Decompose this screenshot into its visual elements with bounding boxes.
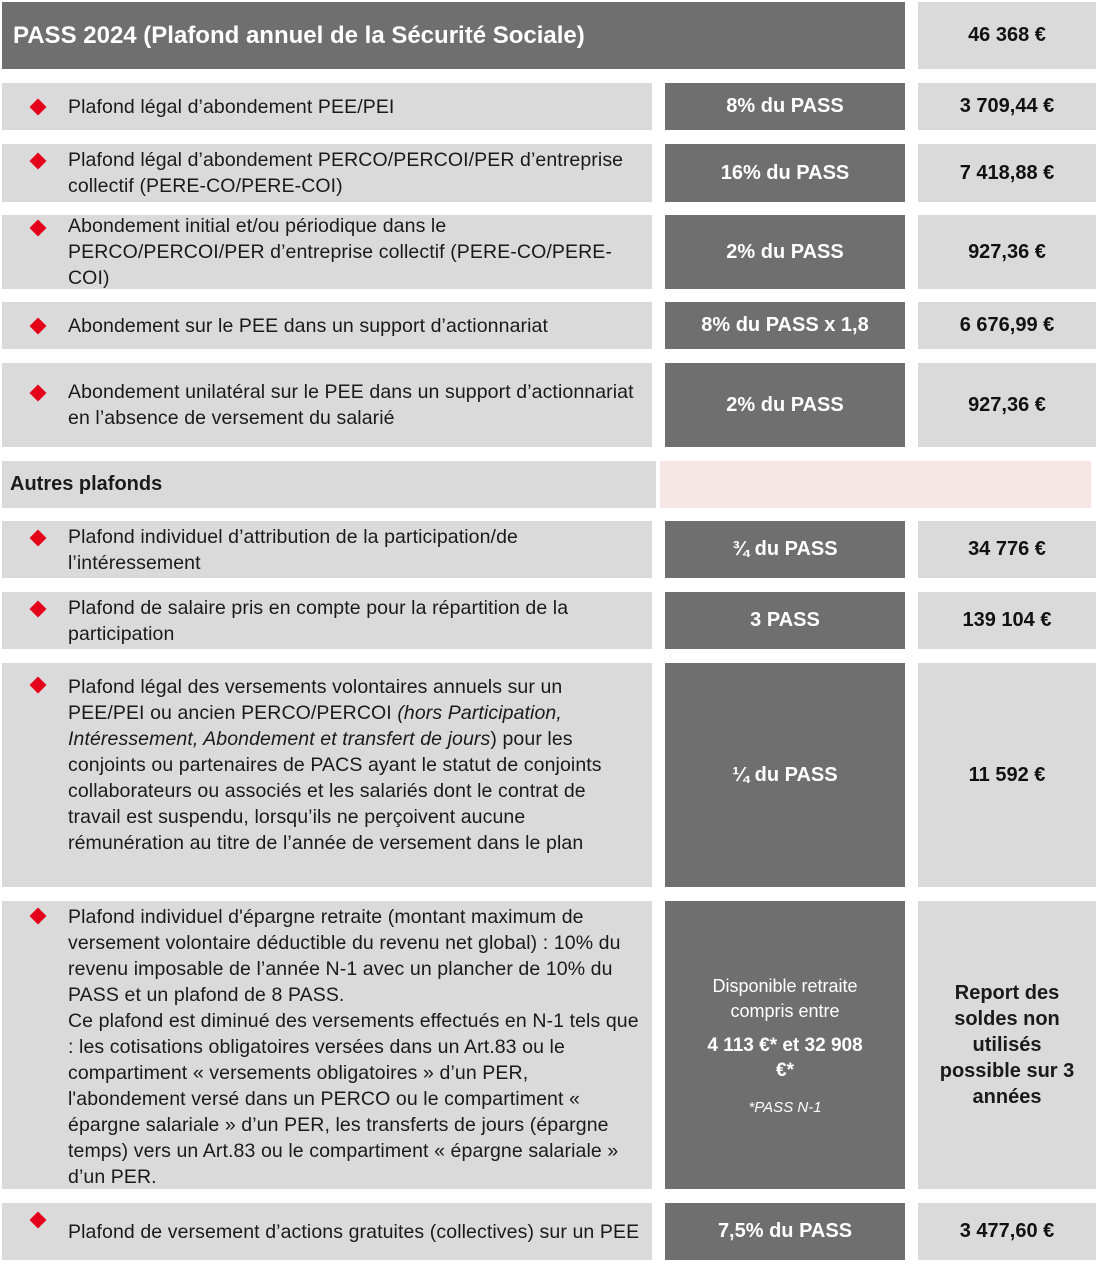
label-text-end: ) pour les conjoints ou partenaires de PACS ayant le statut de conjoints collaborateurs ou associés et les salariés dont le contrat de travail est suspendu, lorsqu’ils ne perçoivent aucune rémunération au titre de l’année de versement dans le plan (68, 728, 602, 854)
row-label (2, 83, 652, 130)
diamond-bullet-icon (30, 908, 47, 925)
pass-value: 46 368 € (918, 2, 1096, 69)
row-value: 34 776 € (918, 521, 1096, 578)
row-percentage: ¾ du PASS (665, 521, 905, 578)
retirement-availability (665, 901, 905, 1189)
row-label (2, 521, 652, 578)
row-value: 11 592 € (918, 663, 1096, 887)
row-value: Report des soldes non utilisés possible sur 3 années (918, 901, 1096, 1189)
row-label-text: Abondement sur le PEE dans un support d’actionnariat (68, 314, 548, 337)
row-value: 139 104 € (918, 592, 1096, 649)
diamond-bullet-icon (30, 318, 47, 335)
diamond-bullet-icon (30, 601, 47, 618)
row-percentage: 2% du PASS (665, 363, 905, 447)
row-percentage: 2% du PASS (665, 215, 905, 289)
row-percentage: ¼ du PASS (665, 663, 905, 887)
row-label-text: Plafond légal d’abondement PEE/PEI (68, 95, 395, 118)
row-label (2, 592, 652, 649)
row-percentage: 16% du PASS (665, 144, 905, 202)
diamond-bullet-icon (30, 1212, 47, 1229)
row-label-text: Plafond de versement d’actions gratuites (collectives) sur un PEE (68, 1220, 640, 1243)
row-value: 927,36 € (918, 215, 1096, 289)
row-label-text (68, 904, 642, 1190)
row-percentage: 8% du PASS x 1,8 (665, 302, 905, 349)
row-value: 6 676,99 € (918, 302, 1096, 349)
row-label (2, 901, 652, 1189)
label-text-start: Plafond légal des versements volontaires annuels sur un PEE/PEI ou ancien PERCO/PERCOI (68, 676, 563, 724)
row-label (2, 1203, 652, 1260)
label-paragraph-2: Ce plafond est diminué des versements effectués en N-1 tels que : les cotisations obligatoires versées dans un Art.83 ou le compartiment « versements obligatoires » d’un PER, l'abondement versé dans un PERCO ou le compartiment « épargne salariale » d’un PER, les transferts de jours (épargne temps) vers un Art.83 ou le compartiment « épargne salariale » d’un PER. (68, 1010, 639, 1188)
row-label (2, 663, 652, 887)
row-percentage: 3 PASS (665, 592, 905, 649)
row-label-text (68, 674, 642, 856)
label-paragraph-1: Plafond individuel d'épargne retraite (montant maximum de versement volontaire déductible du revenu net global) : 10% du revenu imposable de l’année N-1 avec un plancher de 10% du PASS et un plafond de 8 PASS. (68, 906, 621, 1006)
row-label-text: Plafond de salaire pris en compte pour la répartition de la participation (68, 596, 569, 645)
diamond-bullet-icon (30, 99, 47, 116)
diamond-bullet-icon (30, 220, 47, 237)
row-value: 3 709,44 € (918, 83, 1096, 130)
row-label (2, 302, 652, 349)
row-label-text: Abondement unilatéral sur le PEE dans un support d’actionnariat en l’absence de versement du salarié (68, 381, 634, 429)
row-percentage: 7,5% du PASS (665, 1203, 905, 1260)
row-label-text: Plafond légal d’abondement PERCO/PERCOI/PER d’entreprise collectif (PERE-CO/PERE-COI) (68, 149, 624, 197)
diamond-bullet-icon (30, 677, 47, 694)
label-text-italic: (hors Participation, Intéressement, Abondement et transfert de jours (68, 702, 562, 750)
row-label (2, 215, 652, 289)
row-label-text: Plafond individuel d’attribution de la participation/de l’intéressement (68, 525, 518, 574)
row-value: 3 477,60 € (918, 1203, 1096, 1260)
diamond-bullet-icon (30, 385, 47, 402)
row-label (2, 363, 652, 447)
row-label-text: Abondement initial et/ou périodique dans le PERCO/PERCOI/PER d’entreprise collectif (PERE-CO/PERE-COI) (68, 215, 612, 289)
row-value: 7 418,88 € (918, 144, 1096, 202)
row-percentage: 8% du PASS (665, 83, 905, 130)
diamond-bullet-icon (30, 530, 47, 547)
availability-range: 4 113 €* et 32 908 €* (707, 1035, 863, 1081)
section-title: Autres plafonds (2, 461, 656, 508)
diamond-bullet-icon (30, 153, 47, 170)
row-value: 927,36 € (918, 363, 1096, 447)
row-label (2, 144, 652, 202)
section-filler (660, 461, 1091, 508)
pass-title: PASS 2024 (Plafond annuel de la Sécurité Sociale) (2, 2, 905, 69)
availability-text: Disponible retraite compris entre (712, 976, 858, 1021)
availability-footnote: *PASS N-1 (748, 1099, 822, 1116)
